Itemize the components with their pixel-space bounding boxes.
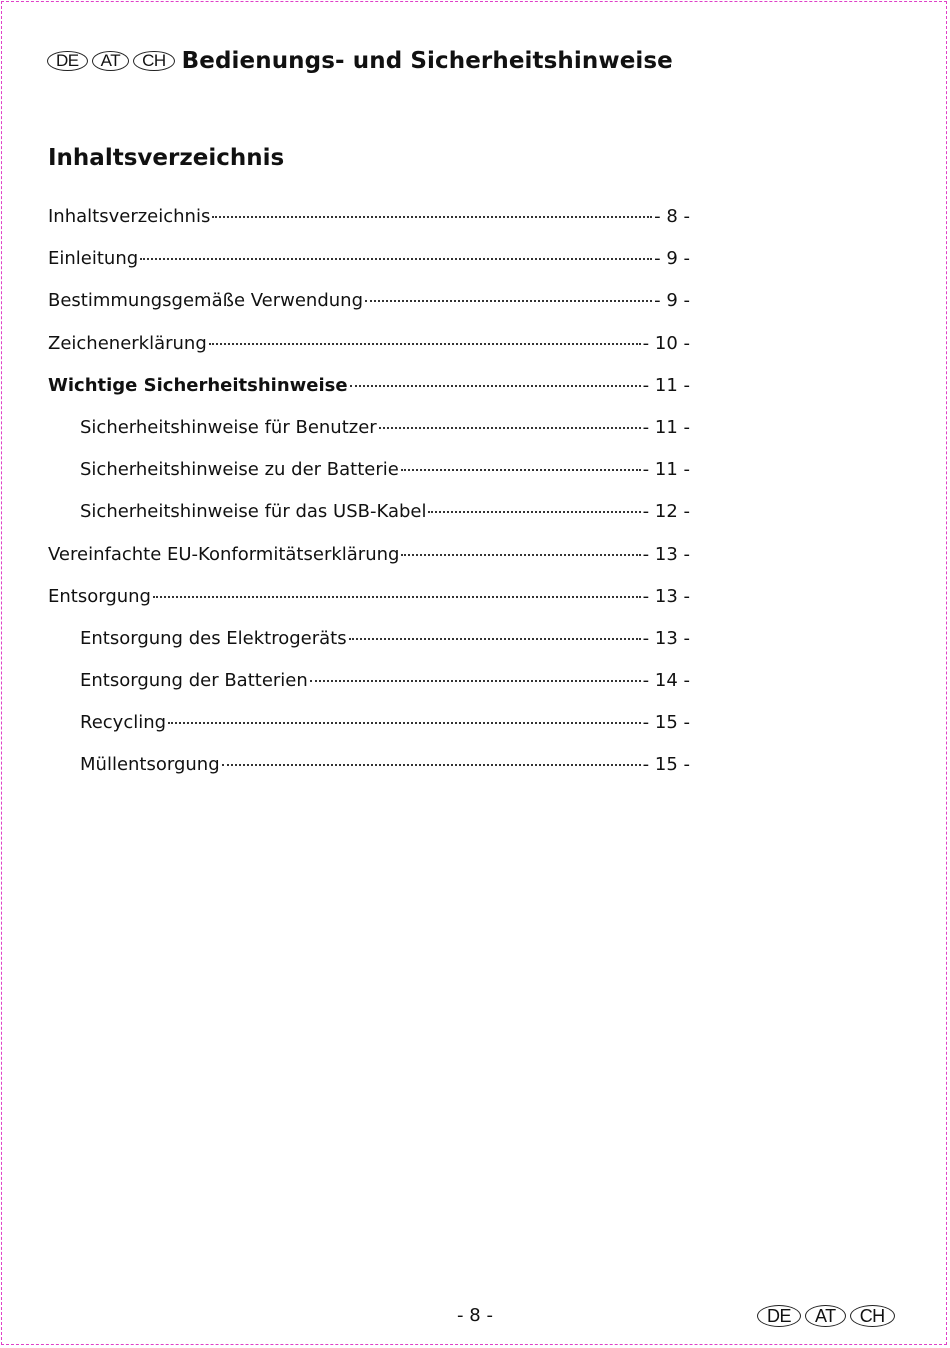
toc-entry-label: Wichtige Sicherheitshinweise: [48, 374, 348, 396]
toc-entry-label: Zeichenerklärung: [48, 332, 207, 354]
toc-subentry[interactable]: [48, 712, 690, 754]
toc-entry[interactable]: [48, 248, 690, 290]
toc-subentry[interactable]: [48, 501, 690, 543]
toc-heading: Inhaltsverzeichnis: [48, 145, 285, 171]
toc-leader-dots: [350, 384, 641, 387]
toc-entry[interactable]: [48, 586, 690, 628]
toc-leader-dots: [209, 342, 641, 345]
toc-entry-page: - 8 -: [654, 206, 690, 227]
toc-subentry[interactable]: [48, 459, 690, 501]
footer-country-badges: [757, 1305, 899, 1327]
toc-leader-dots: [212, 215, 652, 218]
toc-leader-dots: [310, 679, 641, 682]
country-badge-at: AT: [805, 1305, 846, 1327]
toc-subentry[interactable]: [48, 670, 690, 712]
toc-entry-page: - 15 -: [642, 754, 690, 776]
toc-entry-label: Sicherheitshinweise zu der Batterie: [80, 459, 399, 481]
toc-entry-label: Entsorgung des Elektrogeräts: [80, 627, 347, 649]
toc-entry-page: - 11 -: [642, 416, 690, 438]
toc-leader-dots: [428, 510, 640, 513]
toc-leader-dots: [379, 426, 641, 429]
toc-entry-label: Recycling: [80, 712, 167, 734]
toc-leader-dots: [140, 257, 652, 260]
toc-entry-page: - 9 -: [654, 248, 690, 270]
toc-leader-dots: [401, 553, 640, 556]
toc-entry-page: - 11 -: [642, 374, 690, 396]
toc-entry[interactable]: [48, 544, 690, 586]
toc-entry-page: - 13 -: [642, 627, 690, 649]
toc-leader-dots: [349, 637, 641, 640]
page-number: - 8 -: [457, 1305, 493, 1326]
toc-entry-page: - 13 -: [642, 585, 690, 607]
country-badge-ch: CH: [133, 51, 175, 71]
toc-subentry[interactable]: [48, 754, 690, 796]
page-title: Bedienungs- und Sicherheitshinweise: [181, 48, 673, 74]
toc-entry-label: Entsorgung der Batterien: [80, 670, 308, 692]
country-badge-at: AT: [92, 51, 129, 71]
country-badge-ch: CH: [850, 1305, 895, 1327]
toc-entry-page: - 9 -: [654, 290, 690, 312]
toc-entry-label: Inhaltsverzeichnis: [48, 206, 211, 227]
toc-entry-label: Vereinfachte EU-Konformitätserklärung: [48, 543, 400, 565]
toc-subentry[interactable]: [48, 417, 690, 459]
toc-entry[interactable]: [48, 333, 690, 375]
toc-leader-dots: [168, 721, 641, 724]
page-header: [47, 48, 673, 74]
toc-entry-label: Müllentsorgung: [80, 754, 220, 776]
toc-entry[interactable]: [48, 206, 690, 248]
toc-entry-page: - 15 -: [642, 712, 690, 734]
toc-entry[interactable]: [48, 290, 690, 332]
toc-leader-dots: [222, 763, 641, 766]
toc-entry-page: - 14 -: [642, 670, 690, 692]
toc-entry-label: Sicherheitshinweise für Benutzer: [80, 416, 377, 438]
toc-entry-label: Entsorgung: [48, 585, 151, 607]
toc-leader-dots: [401, 468, 641, 471]
toc-entry-page: - 11 -: [642, 459, 690, 481]
toc-leader-dots: [365, 299, 652, 302]
toc-entry-label: Sicherheitshinweise für das USB-Kabel: [80, 501, 427, 523]
toc-entry-page: - 13 -: [642, 543, 690, 565]
country-badge-de: DE: [47, 51, 88, 71]
toc-leader-dots: [153, 595, 641, 598]
toc-entry-page: - 10 -: [642, 332, 690, 354]
toc-entry-label: Bestimmungsgemäße Verwendung: [48, 290, 364, 312]
country-badge-de: DE: [757, 1305, 801, 1327]
table-of-contents: [48, 206, 690, 797]
toc-entry-page: - 12 -: [642, 501, 690, 523]
toc-subentry[interactable]: [48, 628, 690, 670]
toc-entry-label: Einleitung: [48, 248, 139, 270]
toc-entry[interactable]: [48, 375, 690, 417]
